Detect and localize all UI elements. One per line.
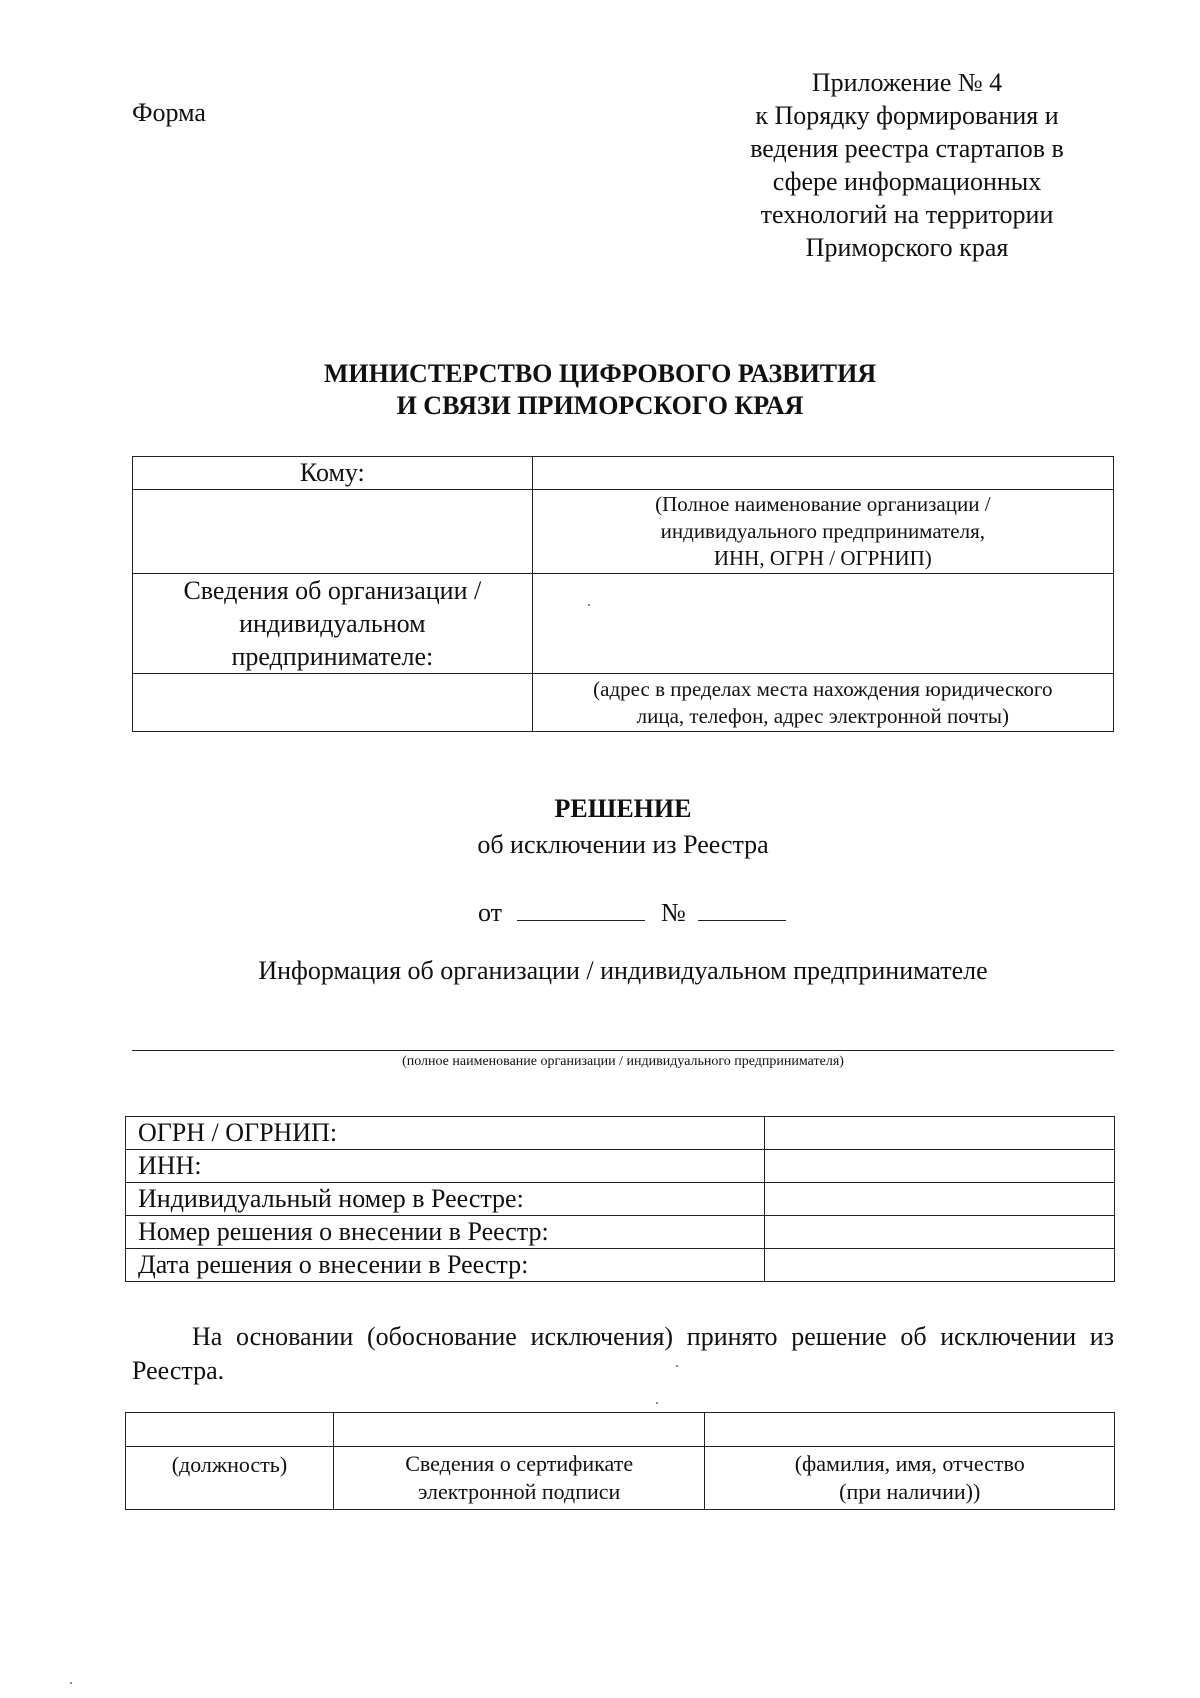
decision-title: РЕШЕНИЕ — [554, 794, 692, 823]
scan-speck — [70, 1682, 72, 1684]
table-row — [126, 1117, 1115, 1150]
table-row — [126, 1216, 1115, 1249]
ministry-title — [0, 358, 1200, 422]
info-label-line: индивидуальном — [239, 609, 426, 638]
ministry-line-1: МИНИСТЕРСТВО ЦИФРОВОГО РАЗВИТИЯ — [323, 359, 877, 388]
info-label — [133, 574, 533, 674]
empty-cell — [133, 674, 533, 732]
form-label: Форма — [132, 98, 206, 127]
number-label: № — [661, 898, 686, 927]
name-caption — [705, 1447, 1115, 1510]
certificate-caption-line: электронной подписи — [418, 1479, 621, 1504]
row-label: Номер решения о внесении в Реестр: — [126, 1216, 765, 1249]
ministry-line-2: И СВЯЗИ ПРИМОРСКОГО КРАЯ — [396, 391, 804, 420]
address-note — [532, 674, 1113, 732]
row-label: ОГРН / ОГРНИП: — [126, 1117, 765, 1150]
org-info-table — [125, 1116, 1115, 1282]
certificate-caption — [333, 1447, 705, 1510]
table-row — [126, 1183, 1115, 1216]
from-label: от — [478, 898, 503, 927]
row-value — [765, 1117, 1115, 1150]
to-note-line: (Полное наименование организации / — [655, 492, 991, 516]
row-value — [765, 1183, 1115, 1216]
appendix-header — [722, 66, 1092, 264]
to-label: Кому: — [133, 457, 533, 490]
row-label: Дата решения о внесении в Реестр: — [126, 1249, 765, 1282]
name-value-cell — [705, 1413, 1115, 1447]
recipient-table — [132, 456, 1114, 732]
scan-speck — [588, 604, 590, 606]
basis-paragraph: На основании (обоснование исключения) принято решение об исключении из Реестра. — [132, 1322, 1114, 1385]
appendix-line: Приложение № 4 — [811, 68, 1003, 97]
row-value — [765, 1249, 1115, 1282]
row-label: Индивидуальный номер в Реестре: — [126, 1183, 765, 1216]
appendix-line: ведения реестра стартапов в — [750, 134, 1064, 163]
scan-speck — [656, 1402, 658, 1404]
signature-table — [125, 1412, 1115, 1510]
date-blank — [517, 894, 645, 921]
table-row — [126, 1249, 1115, 1282]
name-caption-line: (при наличии)) — [839, 1479, 981, 1504]
info-heading: Информация об организации / индивидуальном предпринимателе — [258, 956, 988, 985]
address-note-line: лица, телефон, адрес электронной почты) — [636, 703, 1010, 728]
address-note-line: (адрес в пределах места нахождения юридического — [593, 676, 1053, 701]
row-value — [765, 1216, 1115, 1249]
to-note-line: ИНН, ОГРН / ОГРНИП) — [713, 546, 932, 570]
date-number-line — [478, 894, 786, 928]
org-name-line — [132, 1050, 1114, 1051]
row-value — [765, 1150, 1115, 1183]
appendix-line: к Порядку формирования и — [755, 101, 1059, 130]
info-label-line: предпринимателе: — [231, 642, 434, 671]
empty-cell — [133, 490, 533, 574]
appendix-line: Приморского края — [805, 233, 1009, 262]
table-row — [126, 1150, 1115, 1183]
decision-subtitle: об исключении из Реестра — [477, 830, 769, 859]
org-name-caption: (полное наименование организации / индивидуального предпринимателя) — [402, 1054, 844, 1069]
to-note-line: индивидуального предпринимателя, — [660, 519, 985, 543]
scan-speck — [676, 1365, 678, 1367]
certificate-value-cell — [333, 1413, 705, 1447]
position-caption: (должность) — [126, 1447, 334, 1510]
info-value-cell — [532, 574, 1113, 674]
to-note — [532, 490, 1113, 574]
row-label: ИНН: — [126, 1150, 765, 1183]
appendix-line: сфере информационных — [772, 167, 1042, 196]
appendix-line: технологий на территории — [760, 200, 1054, 229]
info-label-line: Сведения об организации / — [183, 576, 482, 605]
number-blank — [698, 894, 786, 921]
name-caption-line: (фамилия, имя, отчество — [794, 1451, 1025, 1476]
to-value-cell — [532, 457, 1113, 490]
certificate-caption-line: Сведения о сертификате — [405, 1451, 634, 1476]
position-value-cell — [126, 1413, 334, 1447]
